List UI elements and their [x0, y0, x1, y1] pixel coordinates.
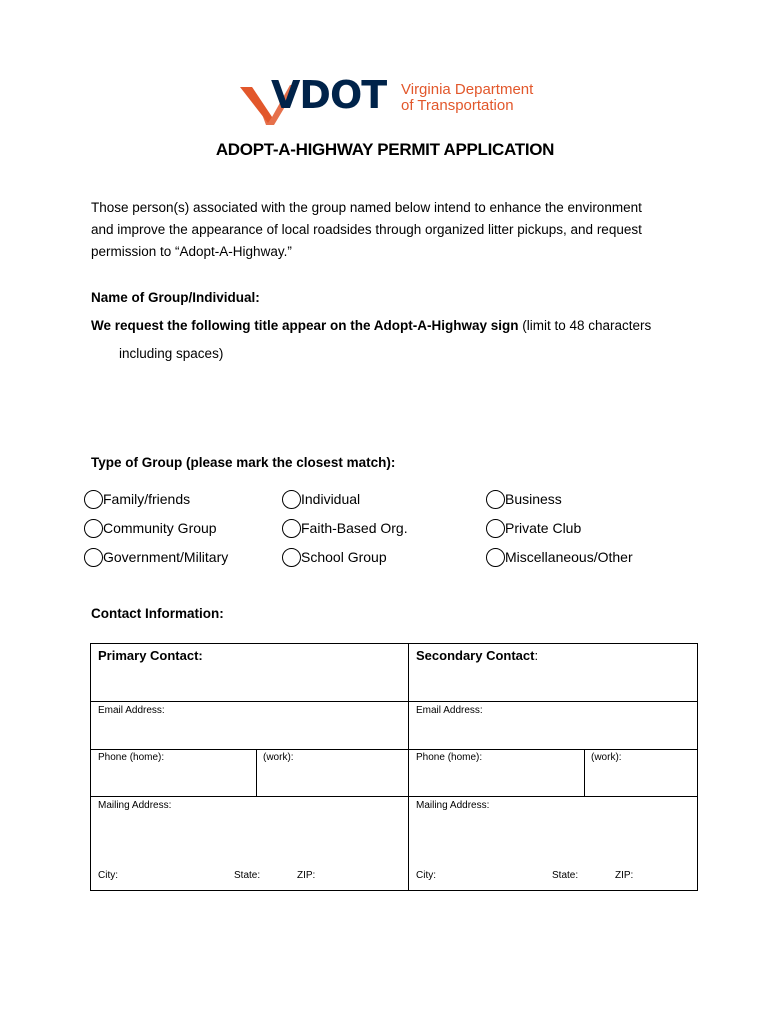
radio-label: Government/Military	[103, 549, 229, 565]
radio-label: Private Club	[505, 520, 582, 536]
radio-label: Business	[505, 491, 562, 507]
page-title: ADOPT-A-HIGHWAY PERMIT APPLICATION	[215, 140, 555, 159]
vdot-wordmark: VDOT	[271, 73, 387, 117]
secondary-contact-header	[416, 648, 538, 663]
radio-circle-icon[interactable]	[282, 490, 301, 509]
primary-contact-header: Primary Contact:	[98, 648, 203, 663]
radio-label: Miscellaneous/Other	[505, 549, 633, 565]
intro-line: and improve the appearance of local roadsides through organized litter pickups, and request	[91, 222, 642, 237]
sign-title-bold: We request the following title appear on the Adopt-A-Highway sign	[91, 318, 519, 333]
primary-email-field[interactable]: Email Address:	[98, 705, 165, 716]
radio-label: Community Group	[103, 520, 217, 536]
intro-paragraph	[91, 197, 681, 263]
row-divider	[91, 796, 697, 797]
row-divider	[91, 701, 697, 702]
secondary-phone-work-field[interactable]: (work):	[591, 752, 622, 763]
contact-table	[90, 643, 698, 891]
radio-circle-icon[interactable]	[486, 519, 505, 538]
intro-line: permission to “Adopt-A-Highway.”	[91, 244, 292, 259]
row-divider	[91, 749, 697, 750]
radio-option-school[interactable]	[282, 546, 387, 568]
primary-phone-home-field[interactable]: Phone (home):	[98, 752, 165, 763]
column-divider	[408, 644, 409, 890]
org-line-1: Virginia Department	[401, 81, 534, 98]
radio-circle-icon[interactable]	[486, 490, 505, 509]
sign-title-continued: including spaces)	[119, 346, 224, 361]
radio-label: Faith-Based Org.	[301, 520, 408, 536]
radio-option-faith-based[interactable]	[282, 517, 408, 539]
sign-title-plain: (limit to 48 characters	[518, 318, 652, 333]
secondary-header-text: Secondary Contact	[416, 648, 535, 663]
radio-circle-icon[interactable]	[84, 519, 103, 538]
intro-line: Those person(s) associated with the group named below intend to enhance the environment	[91, 200, 642, 215]
secondary-mailing-field[interactable]: Mailing Address:	[416, 800, 490, 811]
radio-label: Individual	[301, 491, 361, 507]
primary-state-field[interactable]: State:	[234, 870, 261, 881]
primary-city-field[interactable]: City:	[98, 870, 118, 881]
secondary-city-field[interactable]: City:	[416, 870, 436, 881]
radio-option-private-club[interactable]	[486, 517, 581, 539]
radio-option-community[interactable]	[84, 517, 217, 539]
radio-option-misc[interactable]	[486, 546, 633, 568]
radio-option-government[interactable]	[84, 546, 228, 568]
vdot-org-name	[401, 82, 533, 114]
primary-mailing-field[interactable]: Mailing Address:	[98, 800, 172, 811]
primary-zip-field[interactable]: ZIP:	[297, 870, 316, 881]
radio-label: School Group	[301, 549, 387, 565]
secondary-email-field[interactable]: Email Address:	[416, 705, 483, 716]
secondary-header-colon: :	[534, 648, 539, 663]
secondary-zip-field[interactable]: ZIP:	[615, 870, 634, 881]
radio-option-family[interactable]	[84, 488, 190, 510]
group-name-label: Name of Group/Individual:	[91, 290, 260, 305]
radio-option-business[interactable]	[486, 488, 562, 510]
group-type-label: Type of Group (please mark the closest match):	[91, 455, 396, 470]
secondary-phone-home-field[interactable]: Phone (home):	[416, 752, 483, 763]
radio-circle-icon[interactable]	[84, 548, 103, 567]
primary-phone-work-field[interactable]: (work):	[263, 752, 294, 763]
org-line-2: of Transportation	[401, 97, 514, 114]
sign-title-label	[91, 318, 651, 333]
radio-circle-icon[interactable]	[282, 548, 301, 567]
work-divider	[584, 749, 585, 796]
radio-circle-icon[interactable]	[282, 519, 301, 538]
radio-option-individual[interactable]	[282, 488, 360, 510]
secondary-state-field[interactable]: State:	[552, 870, 579, 881]
vdot-logo	[238, 73, 538, 127]
work-divider	[256, 749, 257, 796]
radio-circle-icon[interactable]	[84, 490, 103, 509]
radio-label: Family/friends	[103, 491, 191, 507]
contact-info-label: Contact Information:	[91, 606, 224, 621]
radio-circle-icon[interactable]	[486, 548, 505, 567]
